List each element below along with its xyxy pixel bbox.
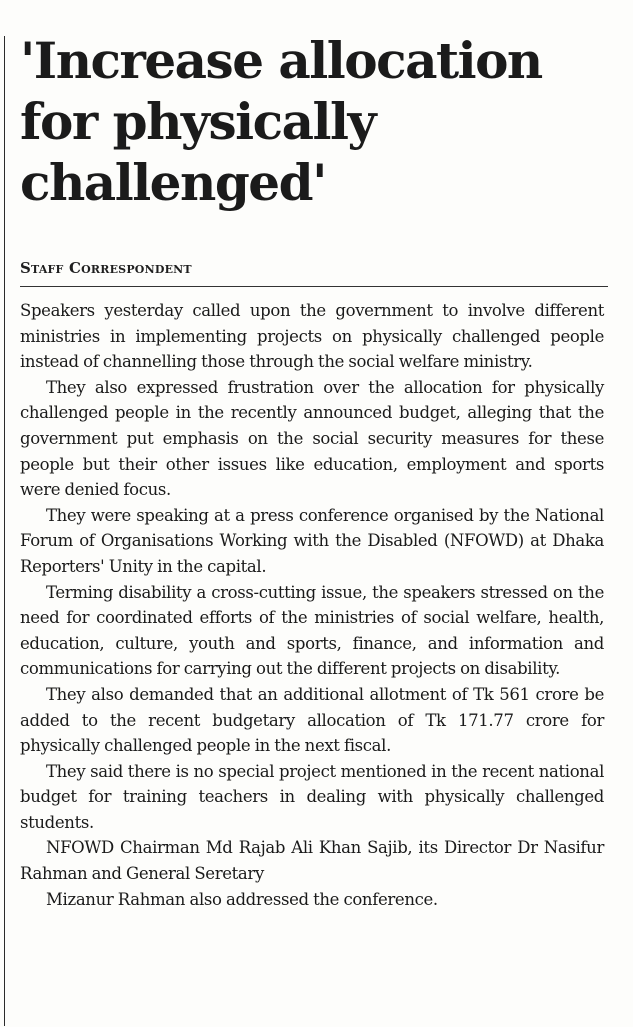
article-body bbox=[20, 298, 604, 912]
column-divider bbox=[4, 36, 5, 1026]
article-paragraph: They also expressed frustration over the allocation for physically challenged people in the recently announced budget, alleging that the government put emphasis on the social security measures for these people but their other issues like education, employment and sports were denied focus. bbox=[20, 377, 604, 500]
article-paragraph: They were speaking at a press conference organised by the National Forum of Organisations Working with the Disabled (NFOWD) at Dhaka Reporters' Unity in the capital. bbox=[20, 505, 604, 576]
article-paragraph: They said there is no special project mentioned in the recent national budget for training teachers in dealing with physically challenged students. bbox=[20, 761, 604, 832]
article-paragraph: NFOWD Chairman Md Rajab Ali Khan Sajib, its Director Dr Nasifur Rahman and General Seretary bbox=[20, 838, 604, 884]
article-byline: Staff Correspondent bbox=[20, 259, 192, 277]
article-paragraph: Mizanur Rahman also addressed the conference. bbox=[46, 889, 438, 909]
article-paragraph: Speakers yesterday called upon the government to involve different ministries in implementing projects on physically challenged people instead of channelling those through the social welfare ministry. bbox=[20, 301, 604, 372]
article-paragraph: They also demanded that an additional allotment of Tk 561 crore be added to the recent budgetary allocation of Tk 171.77 crore for physically challenged people in the next fiscal. bbox=[20, 684, 604, 756]
article-paragraph: Terming disability a cross-cutting issue, the speakers stressed on the need for coordinated efforts of the ministries of social welfare, health, education, culture, youth and sports, finance, and information and communications for carrying out the different projects on disability. bbox=[20, 582, 604, 679]
byline-divider bbox=[20, 286, 608, 287]
article-headline: 'Increase allocation for physically challenged' bbox=[20, 31, 542, 212]
